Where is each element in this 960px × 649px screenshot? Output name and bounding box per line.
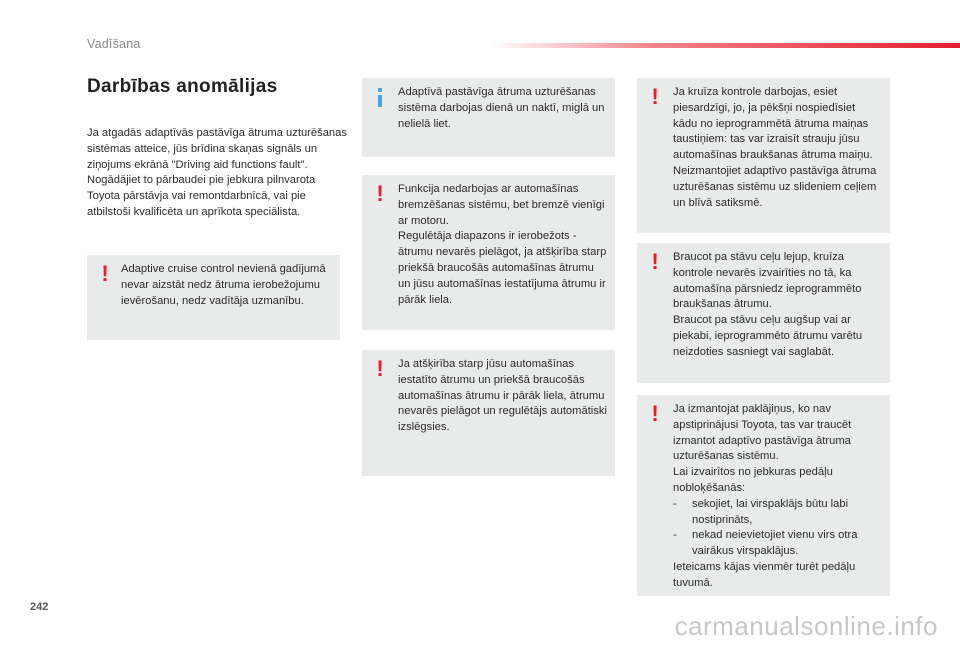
- warning-text: Lai izvairītos no jebkuras pedāļu nobloķēšanās:: [673, 466, 833, 494]
- warning-icon: !: [651, 84, 659, 109]
- warning-box: [637, 243, 890, 383]
- warning-icon: !: [651, 249, 659, 274]
- page-number: 242: [30, 601, 49, 613]
- header-accent-bar: [490, 43, 960, 48]
- page-heading: Darbības anomālijas: [87, 76, 278, 97]
- warning-text: Regulētāja diapazons ir ierobežots - ātrumu nevarēs pielāgot, ja atšķirība starp priekšā braucošās automašīnas ātrumu un jūsu automašīnas iestatījuma ātrumu ir pārāk liela.: [398, 230, 607, 306]
- warning-box: [362, 175, 615, 330]
- warning-icon: !: [651, 401, 659, 426]
- warning-icon: !: [376, 356, 384, 381]
- warning-text: Ja kruīza kontrole darbojas, esiet piesardzīgi, jo, ja pēkšņi nospiedīsiet kādu no ieprogrammētā ātruma maiņas taustiņiem: tas var izraisīt strauju jūsu automašīnas braukšanas ātruma maiņu.: [673, 86, 873, 162]
- warning-text: Funkcija nedarbojas ar automašīnas bremzēšanas sistēmu, bet bremzē vienīgi ar motoru.: [398, 183, 605, 227]
- list-item: [673, 497, 882, 529]
- info-text: Adaptīvā pastāvīga ātruma uzturēšanas sistēma darbojas dienā un naktī, miglā un nelielā liet.: [398, 86, 605, 130]
- intro-paragraph: Nogādājiet to pārbaudei pie jebkura pilnvarota Toyota pārstāvja vai remontdarbnīcā, vai pie atbilstoši kvalificēta un aprīkota speciālista.: [87, 174, 316, 218]
- warning-text: Braucot pa stāvu ceļu augšup vai ar piekabi, ieprogrammēto ātrumu varētu neizdoties sasniegt vai saglabāt.: [673, 314, 863, 358]
- intro-paragraph: Ja atgadās adaptīvās pastāvīga ātruma uzturēšanas sistēmas atteice, jūs brīdina skaņas signāls un ziņojums ekrānā "Driving aid functions fault".: [87, 127, 347, 171]
- warning-box: [87, 255, 340, 340]
- warning-text: Braucot pa stāvu ceļu lejup, kruīza kontrole nevarēs izvairīties no tā, ka automašīna pārsniedz ieprogrammēto braukšanas ātrumu.: [673, 251, 862, 311]
- list-dash: -: [673, 529, 677, 542]
- warning-text: Adaptive cruise control nevienā gadījumā nevar aizstāt nedz ātruma ierobežojumu ievērošanu, nedz vadītāja uzmanību.: [121, 263, 326, 307]
- warning-icon: !: [376, 181, 384, 206]
- intro-text: [87, 126, 347, 221]
- list-dash: -: [673, 497, 677, 510]
- warning-box: [637, 78, 890, 233]
- list-item-text: nekad neievietojiet vienu virs otra vairākus virspaklājus.: [692, 529, 858, 558]
- warning-text: Ieteicams kājas vienmēr turēt pedāļu tuvumā.: [673, 560, 856, 589]
- list-item-text: sekojiet, lai virspaklājs būtu labi nostiprināts,: [692, 497, 849, 526]
- warning-text: Ja atšķirība starp jūsu automašīnas iestatīto ātrumu un priekšā braucošās automašīnas ātrumu ir pārāk liela, ātrumu nevarēs pielāgot un regulētājs automātiski izslēgsies.: [398, 358, 607, 434]
- warning-icon: !: [101, 261, 109, 286]
- info-icon: [373, 86, 387, 108]
- warning-text: Neizmantojiet adaptīvo pastāvīga ātruma uzturēšanas sistēmu uz slideniem ceļiem un blīvā satiksmē.: [673, 164, 877, 209]
- warning-box: [362, 350, 615, 476]
- warning-box: [637, 395, 890, 596]
- warning-text: Ja izmantojat paklājiņus, ko nav apstiprinājusi Toyota, tas var traucēt izmantot adaptīvo pastāvīga ātruma uzturēšanas sistēmu.: [673, 403, 852, 463]
- section-title: Vadīšana: [87, 37, 141, 51]
- watermark: carmanualsonline.info: [674, 611, 938, 641]
- info-box: [362, 78, 615, 157]
- list-item: [673, 528, 882, 560]
